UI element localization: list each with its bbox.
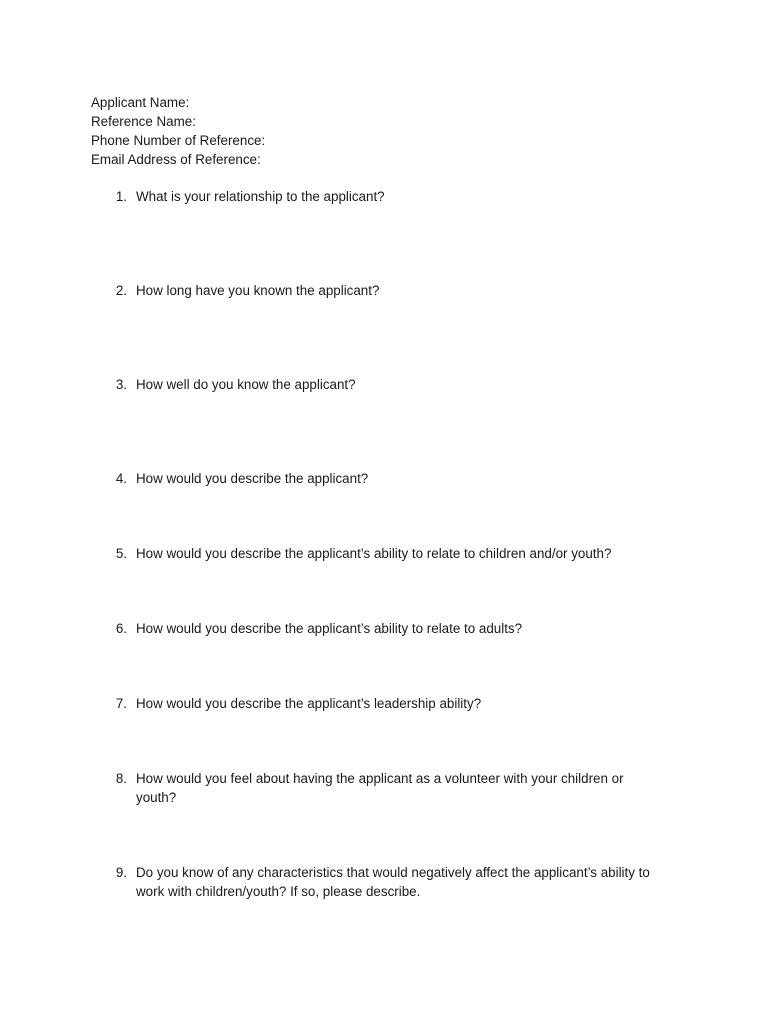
question-number: 5. [115,546,127,561]
question-text: How would you feel about having the applicant as a volunteer with your children or youth? [136,771,624,805]
question-number: 7. [115,696,127,711]
question-text: How would you describe the applicant? [136,471,369,486]
applicant-name-label: Applicant Name: [91,95,190,110]
question-number: 3. [115,377,127,392]
question-number: 8. [115,771,127,786]
question-number: 9. [115,865,127,880]
phone-number-label: Phone Number of Reference: [91,133,266,148]
question-text: How well do you know the applicant? [136,377,356,392]
question-text: What is your relationship to the applicant? [136,189,385,204]
question-text: How long have you known the applicant? [136,283,380,298]
question-number: 4. [115,471,127,486]
question-text: How would you describe the applicant’s leadership ability? [136,696,482,711]
question-number: 1. [115,189,127,204]
reference-name-label: Reference Name: [91,114,196,129]
question-text: How would you describe the applicant’s ability to relate to children and/or youth? [136,546,612,561]
email-address-label: Email Address of Reference: [91,152,261,167]
header-fields [91,93,265,169]
question-number: 6. [115,621,127,636]
question-number: 2. [115,283,127,298]
question-text: How would you describe the applicant’s ability to relate to adults? [136,621,523,636]
question-text: Do you know of any characteristics that would negatively affect the applicant’s ability to work with children/youth? If so, please describe. [136,865,650,899]
